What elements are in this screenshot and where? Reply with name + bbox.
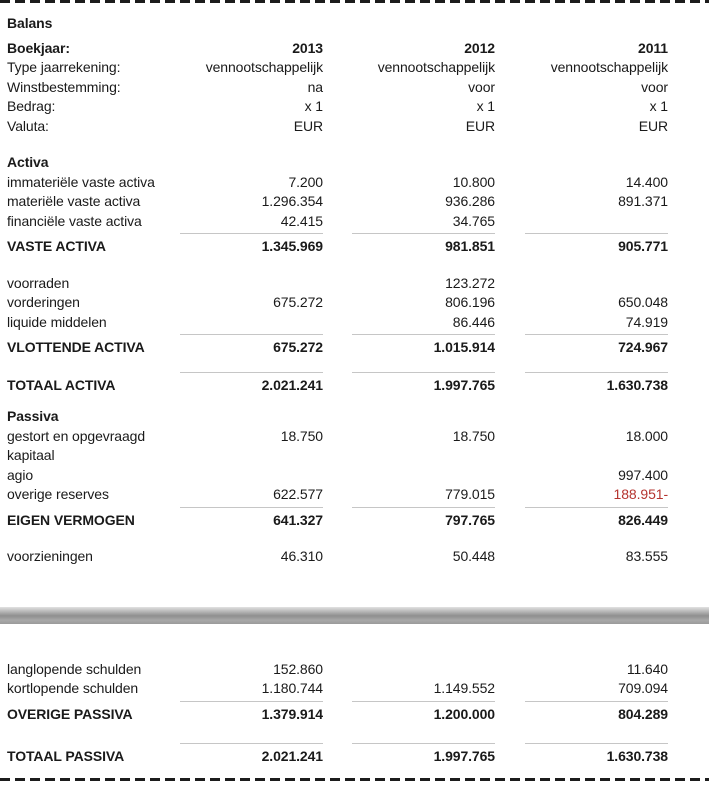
value-2013-text: 2.021.241 (180, 743, 323, 767)
row-spacer (0, 624, 709, 660)
value-2013 (178, 173, 323, 193)
value-2012 (323, 117, 495, 137)
value-2013 (178, 372, 323, 396)
value-2011-text: 1.630.738 (525, 743, 668, 767)
row-label: voorraden (7, 274, 70, 291)
value-2013 (178, 39, 323, 59)
value-2011-text: 804.289 (525, 701, 668, 725)
value-2013-text: x 1 (304, 98, 323, 114)
value-2012 (323, 58, 495, 78)
table-row (0, 372, 709, 396)
value-2012 (323, 427, 495, 447)
value-2012-text: 797.765 (352, 507, 495, 531)
row-spacer (0, 257, 709, 274)
table-row (0, 212, 709, 232)
value-2011 (495, 485, 668, 505)
value-2011 (495, 153, 668, 173)
table-row (0, 274, 709, 294)
table-row (0, 313, 709, 333)
value-2012 (323, 547, 495, 567)
value-2013 (178, 679, 323, 699)
value-2013-text: 2013 (292, 39, 323, 56)
value-2012 (323, 293, 495, 313)
value-2012-text: 123.272 (445, 274, 495, 291)
value-2013-text: 622.577 (273, 486, 323, 502)
row-label: Bedrag: (7, 98, 56, 114)
value-2012-text: voor (468, 78, 495, 95)
value-2013 (178, 547, 323, 567)
table-row (0, 743, 709, 767)
value-2012 (323, 14, 495, 34)
value-2012 (323, 701, 495, 725)
value-2011 (495, 407, 668, 427)
value-2011-text: EUR (638, 117, 668, 134)
row-label: agio (7, 466, 34, 483)
value-2012-text: x 1 (476, 98, 495, 114)
table-row (0, 466, 709, 486)
value-2011-text: 709.094 (618, 680, 668, 696)
table-row (0, 14, 709, 34)
value-2011 (495, 466, 668, 486)
value-2011 (495, 117, 668, 137)
value-2012 (323, 78, 495, 98)
table-row (0, 293, 709, 313)
value-2013 (178, 334, 323, 358)
row-label: immateriële vaste activa (7, 173, 155, 190)
value-2011 (495, 39, 668, 59)
page-divider-band (0, 607, 709, 624)
value-2012-text: 10.800 (452, 173, 495, 190)
value-2012 (323, 313, 495, 333)
value-2011 (495, 372, 668, 396)
row-label: overige reserves (7, 486, 109, 502)
value-2012-text: vennootschappelijk (377, 59, 495, 75)
table-row (0, 192, 709, 212)
value-2011-text: 14.400 (625, 173, 668, 190)
value-2013 (178, 485, 323, 505)
row-label: VASTE ACTIVA (7, 238, 106, 254)
row-label: vorderingen (7, 294, 80, 310)
value-2011-text: vennootschappelijk (550, 59, 668, 75)
row-spacer (0, 358, 709, 370)
row-label: Valuta: (7, 117, 49, 134)
value-2011 (495, 334, 668, 358)
row-label: materiële vaste activa (7, 193, 141, 209)
value-2012-text: 1.997.765 (352, 743, 495, 767)
value-2013 (178, 701, 323, 725)
value-2011 (495, 427, 668, 447)
table-row (0, 97, 709, 117)
value-2011-text: 18.000 (625, 427, 668, 444)
value-2013 (178, 293, 323, 313)
table-row (0, 679, 709, 699)
value-2012 (323, 660, 495, 680)
row-label: Winstbestemming: (7, 78, 121, 95)
value-2012-text: 806.196 (445, 294, 495, 310)
table-row (0, 701, 709, 725)
value-2011-text: 74.919 (625, 313, 668, 330)
table-row (0, 427, 709, 466)
value-2011 (495, 507, 668, 531)
table-row (0, 78, 709, 98)
value-2012 (323, 407, 495, 427)
value-2011 (495, 78, 668, 98)
value-2012 (323, 233, 495, 257)
value-2012-text: 2012 (464, 39, 495, 56)
value-2012-text: 34.765 (452, 212, 495, 229)
value-2011-text: 11.640 (626, 660, 668, 677)
value-2012 (323, 212, 495, 232)
table-row (0, 507, 709, 531)
value-2011 (495, 743, 668, 767)
value-2012 (323, 39, 495, 59)
value-2012-text: 936.286 (445, 193, 495, 209)
value-2012-text: 981.851 (352, 233, 495, 257)
table-row (0, 117, 709, 137)
value-2013-text: 1.296.354 (261, 193, 323, 209)
value-2011-text: 905.771 (525, 233, 668, 257)
value-2012-text: 1.015.914 (352, 334, 495, 358)
value-2011 (495, 233, 668, 257)
value-2011-text: 650.048 (618, 294, 668, 310)
row-spacer (0, 567, 709, 607)
value-2013 (178, 507, 323, 531)
table-row (0, 173, 709, 193)
value-2012 (323, 173, 495, 193)
value-2013 (178, 466, 323, 486)
value-2013 (178, 14, 323, 34)
value-2012-text: 1.200.000 (352, 701, 495, 725)
value-2011-text: 826.449 (525, 507, 668, 531)
value-2013-text: 152.860 (273, 660, 323, 677)
row-label: langlopende schulden (7, 660, 142, 677)
value-2013-text: 1.379.914 (180, 701, 323, 725)
value-2011 (495, 547, 668, 567)
row-label: kortlopende schulden (7, 680, 139, 696)
value-2012 (323, 334, 495, 358)
value-2012-text: EUR (465, 117, 495, 134)
row-label: Type jaarrekening: (7, 59, 121, 75)
value-2012 (323, 466, 495, 486)
value-2013-text: 1.345.969 (180, 233, 323, 257)
value-2013-text: 641.327 (180, 507, 323, 531)
row-label: EIGEN VERMOGEN (7, 511, 135, 528)
row-label: gestort en opgevraagd kapitaal (7, 427, 146, 463)
row-label: TOTAAL PASSIVA (7, 748, 125, 764)
value-2013-text: 1.180.744 (261, 680, 323, 696)
value-2013-text: EUR (293, 117, 323, 134)
value-2011-text: 724.967 (525, 334, 668, 358)
table-row (0, 334, 709, 358)
value-2011 (495, 14, 668, 34)
value-2012 (323, 97, 495, 117)
value-2013 (178, 58, 323, 78)
value-2012-text: 18.750 (452, 427, 495, 444)
row-label: VLOTTENDE ACTIVA (7, 339, 145, 355)
value-2013-text: vennootschappelijk (205, 59, 323, 75)
value-2011-text: 891.371 (618, 193, 668, 209)
value-2013-text: 42.415 (280, 212, 323, 229)
value-2013-text: 675.272 (273, 294, 323, 310)
value-2013-text: 46.310 (280, 548, 323, 564)
row-label: Balans (7, 15, 53, 31)
value-2011-text: 2011 (638, 39, 668, 56)
balance-table (0, 3, 709, 767)
row-label: voorzieningen (7, 548, 93, 564)
value-2011 (495, 313, 668, 333)
row-spacer (0, 395, 709, 407)
value-2013 (178, 427, 323, 447)
table-row (0, 39, 709, 59)
value-2013 (178, 743, 323, 767)
value-2011 (495, 173, 668, 193)
row-spacer (0, 530, 709, 547)
value-2011 (495, 212, 668, 232)
dashed-divider-bottom (0, 778, 709, 781)
value-2011 (495, 97, 668, 117)
value-2012 (323, 485, 495, 505)
table-row (0, 547, 709, 567)
value-2013-text: 18.750 (280, 427, 323, 444)
value-2012-text: 779.015 (445, 486, 495, 502)
value-2011 (495, 192, 668, 212)
value-2013-text: na (307, 78, 323, 95)
value-2011 (495, 274, 668, 294)
value-2013 (178, 97, 323, 117)
value-2012 (323, 372, 495, 396)
value-2011-text: 1.630.738 (525, 372, 668, 396)
value-2013 (178, 274, 323, 294)
value-2012 (323, 153, 495, 173)
value-2013 (178, 660, 323, 680)
value-2013 (178, 212, 323, 232)
row-label: OVERIGE PASSIVA (7, 705, 133, 722)
value-2011-text: 83.555 (625, 548, 668, 564)
value-2012 (323, 507, 495, 531)
value-2011 (495, 679, 668, 699)
value-2013-text: 675.272 (180, 334, 323, 358)
value-2011 (495, 660, 668, 680)
value-2012-text: 1.997.765 (352, 372, 495, 396)
value-2011-text: 997.400 (618, 466, 668, 483)
value-2013 (178, 117, 323, 137)
row-label: TOTAAL ACTIVA (7, 376, 116, 393)
value-2012 (323, 679, 495, 699)
value-2013 (178, 313, 323, 333)
value-2011 (495, 58, 668, 78)
row-label: liquide middelen (7, 313, 107, 330)
value-2013 (178, 233, 323, 257)
value-2011-text: x 1 (649, 98, 668, 114)
row-spacer (0, 136, 709, 153)
table-row (0, 153, 709, 173)
row-spacer (0, 724, 709, 741)
row-label: Boekjaar: (7, 39, 70, 56)
table-row (0, 58, 709, 78)
row-label: Activa (7, 154, 49, 170)
value-2013 (178, 78, 323, 98)
value-2013 (178, 153, 323, 173)
table-row (0, 233, 709, 257)
value-2012 (323, 192, 495, 212)
value-2012-text: 50.448 (452, 548, 495, 564)
value-2013 (178, 407, 323, 427)
value-2012 (323, 743, 495, 767)
table-row (0, 660, 709, 680)
value-2013 (178, 192, 323, 212)
value-2012-text: 1.149.552 (433, 680, 495, 696)
table-row (0, 485, 709, 505)
value-2013-text: 7.200 (288, 173, 323, 190)
row-label: Passiva (7, 408, 59, 424)
table-row (0, 407, 709, 427)
value-2012-text: 86.446 (452, 313, 495, 330)
value-2011-text: voor (641, 78, 668, 95)
row-label: financiële vaste activa (7, 212, 142, 229)
value-2011-text: 188.951- (613, 486, 668, 502)
value-2011 (495, 293, 668, 313)
value-2012 (323, 274, 495, 294)
value-2013-text: 2.021.241 (180, 372, 323, 396)
value-2011 (495, 701, 668, 725)
